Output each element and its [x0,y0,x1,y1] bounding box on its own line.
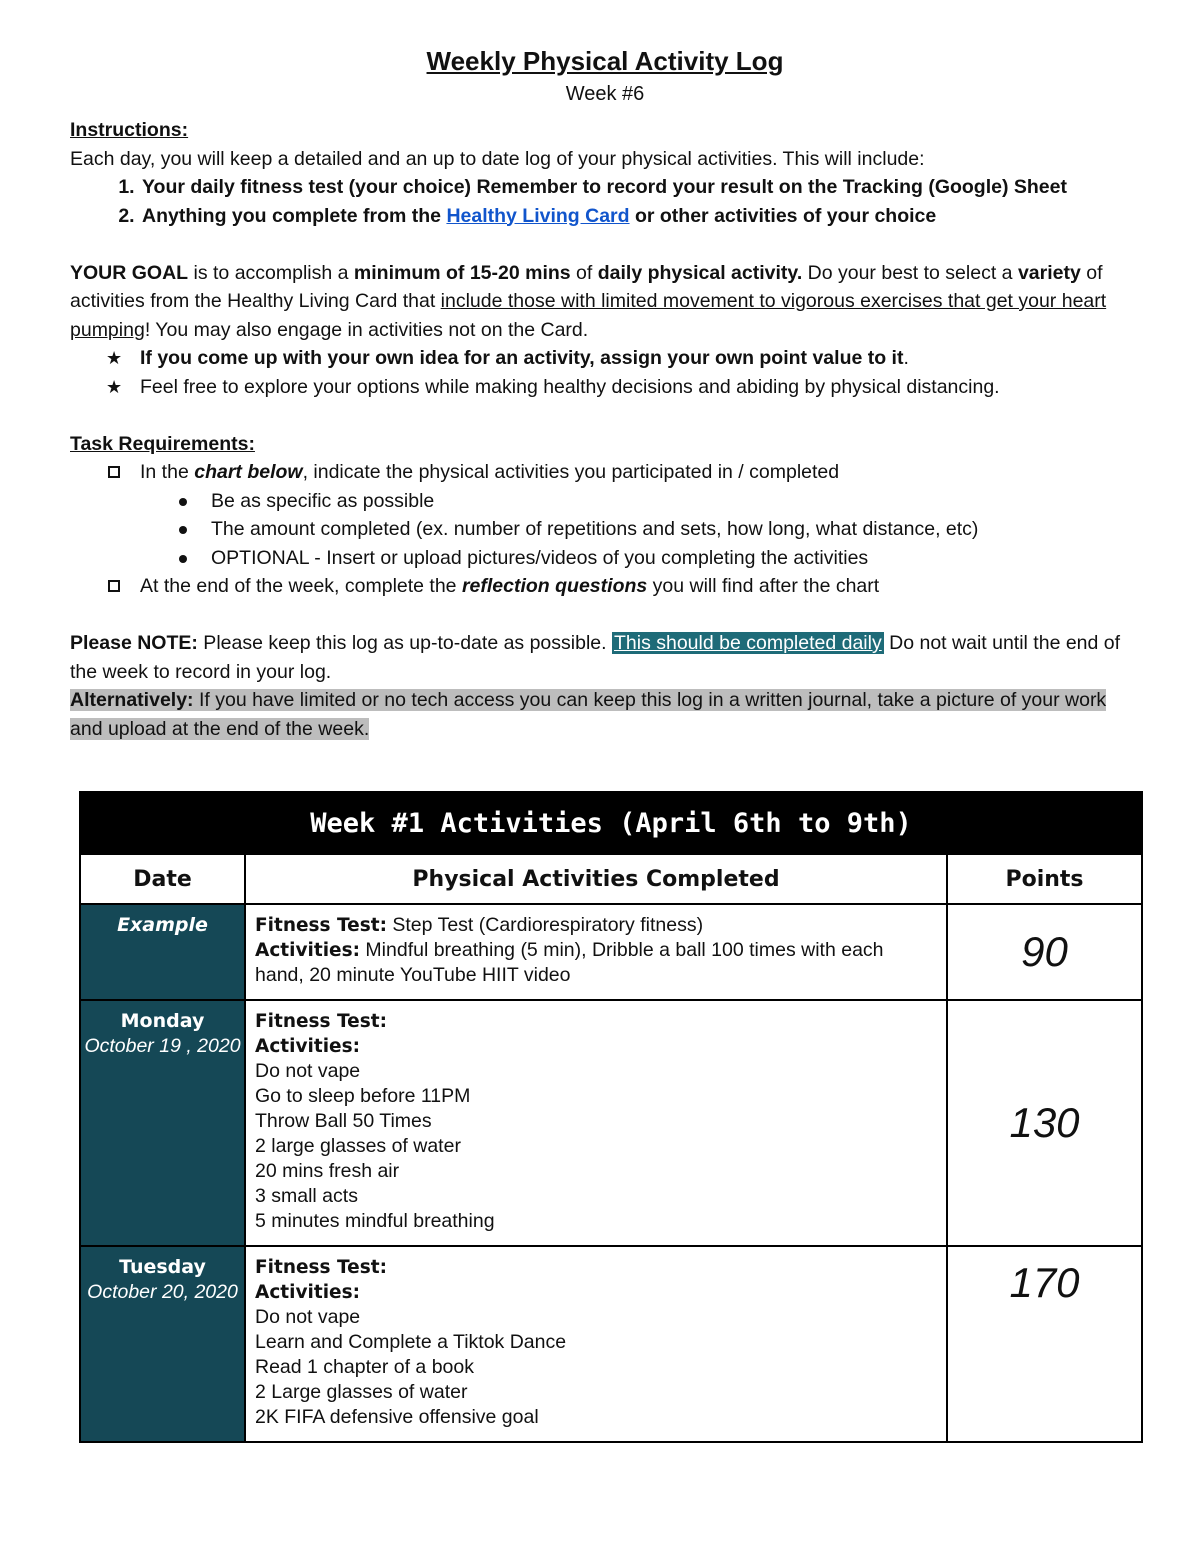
activity-item: Go to sleep before 11PM [255,1085,471,1107]
activities-cell[interactable]: Fitness Test: Activities: Do not vape Go to sleep before 11PM Throw Ball 50 Times 2 large glasses of water 20 mins fresh air 3 small acts 5 minutes mindful breathing [245,1000,947,1246]
day-label: Monday [120,1010,205,1032]
task-bullet: Be as specific as possible [70,487,1140,516]
example-date-cell [80,904,245,1000]
page-subtitle: Week #6 [565,83,645,105]
checkbox-icon [108,466,120,478]
instruction-item: 2. Anything you complete from the Healthy Living Card or other activities of your choice [140,202,1140,231]
activities-cell[interactable]: Fitness Test: Activities: Do not vape Learn and Complete a Tiktok Dance Read 1 chapter of a book 2 Large glasses of water 2K FIFA defensive offensive goal [245,1246,947,1442]
task-item: In the chart below, indicate the physical activities you participated in / completed [70,458,1140,487]
example-label: Example [117,914,208,936]
table-row [80,1246,1142,1442]
task-bullet-list [70,487,1140,573]
task-list [70,572,1140,601]
page-title: Weekly Physical Activity Log [426,46,784,76]
activity-item: 2K FIFA defensive offensive goal [255,1406,539,1428]
activity-item: 20 mins fresh air [255,1160,400,1182]
task-list [70,458,1140,487]
instructions-heading: Instructions: [70,119,189,141]
star-icon: ★ [106,348,123,368]
table-row-example [80,904,1142,1000]
date-label: October 20, 2020 [87,1281,238,1303]
task-bullet: The amount completed (ex. number of repetitions and sets, how long, what distance, etc) [70,515,1140,544]
healthy-living-card-link[interactable]: Healthy Living Card [446,204,630,227]
column-header-date: Date [80,854,245,904]
activity-item: Read 1 chapter of a book [255,1356,474,1378]
activity-item: Do not vape [255,1306,361,1328]
document-body [70,40,1140,743]
table-row [80,1000,1142,1246]
bullet-icon [179,498,187,506]
activity-item: Learn and Complete a Tiktok Dance [255,1331,567,1353]
note-paragraph: Please NOTE: Please keep this log as up-to-date as possible. This should be completed daily Do not wait until the end of the week to record in your log. [70,632,1121,683]
goal-paragraph: YOUR GOAL is to accomplish a minimum of 15-20 mins of daily physical activity. Do your best to select a variety of activities from the Healthy Living Card that include those with limited movement to vigorous exercises that get your heart pumping! You may also engage in activities not on the Card. [70,261,1107,341]
points-value[interactable]: 170 [947,1246,1142,1442]
activity-item: 2 large glasses of water [255,1135,461,1157]
star-item: ★ If you come up with your own idea for an activity, assign your own point value to it. [70,344,1140,373]
task-heading: Task Requirements: [70,432,255,455]
instructions-intro: Each day, you will keep a detailed and an up to date log of your physical activities. This will include: [70,147,925,170]
points-value[interactable]: 130 [947,1000,1142,1246]
activity-item: Do not vape [255,1060,361,1082]
task-bullet: OPTIONAL - Insert or upload pictures/videos of you completing the activities [70,544,1140,573]
star-icon: ★ [106,376,123,397]
instructions-list [70,173,1140,230]
date-label: October 19 , 2020 [84,1035,241,1057]
instruction-item: 1. Your daily fitness test (your choice) Remember to record your result on the Tracking (Google) Sheet [140,173,1140,202]
checkbox-icon [108,580,120,592]
star-list [70,344,1140,401]
day-label: Tuesday [119,1256,206,1278]
activity-item: 3 small acts [255,1185,358,1207]
star-item: ★ Feel free to explore your options while making healthy decisions and abiding by physical distancing. [70,373,1140,402]
bullet-icon [179,526,187,534]
task-item: At the end of the week, complete the reflection questions you will find after the chart [70,572,1140,601]
date-cell [80,1000,245,1246]
activity-log-table [79,791,1143,1443]
activity-item: Throw Ball 50 Times [255,1110,432,1132]
date-cell [80,1246,245,1442]
alternative-paragraph: Alternatively: If you have limited or no tech access you can keep this log in a written journal, take a picture of your work and upload at the end of the week. [70,689,1107,740]
daily-highlight: This should be completed daily [613,632,882,654]
activity-item: 2 Large glasses of water [255,1381,468,1403]
column-header-points: Points [947,854,1142,904]
activity-item: 5 minutes mindful breathing [255,1210,495,1232]
bullet-icon [179,555,187,563]
column-header-activities: Physical Activities Completed [245,854,947,904]
example-points: 90 [947,904,1142,1000]
example-activities-cell: Fitness Test: Step Test (Cardiorespiratory fitness) Activities: Mindful breathing (5 min), Dribble a ball 100 times with each hand, 20 minute YouTube HIIT video [245,904,947,1000]
table-heading: Week #1 Activities (April 6th to 9th) [80,792,1142,854]
